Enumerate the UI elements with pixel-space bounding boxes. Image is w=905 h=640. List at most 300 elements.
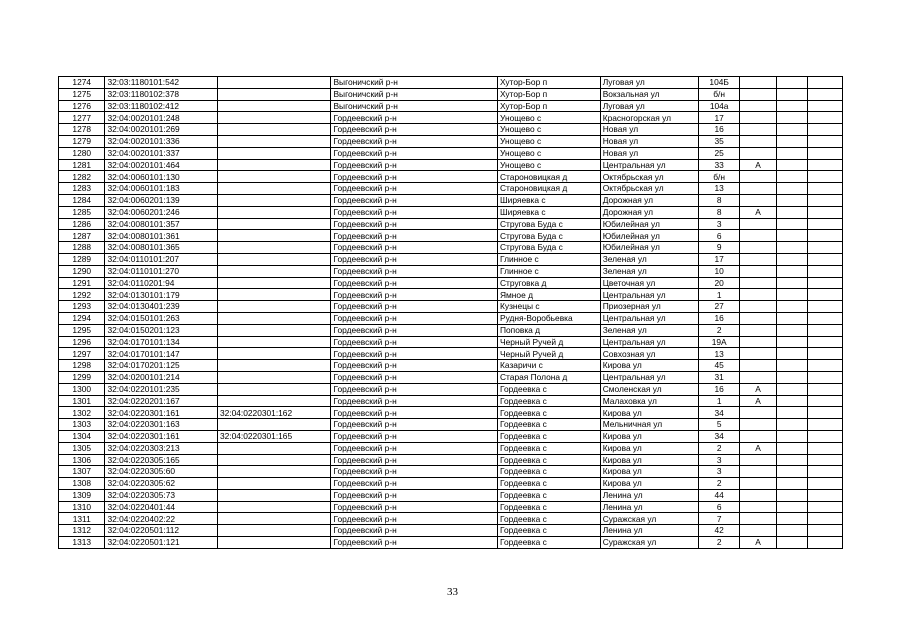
house-number-cell: 13 [699, 348, 740, 360]
cadastral-number-cell: 32:04:0220301:161 [105, 430, 217, 442]
house-number-cell: 2 [699, 537, 740, 549]
street-cell: Кирова ул [600, 430, 698, 442]
row-number-cell: 1306 [59, 454, 105, 466]
linked-cadastral-cell [217, 289, 331, 301]
extra-cell-a [776, 277, 807, 289]
cadastral-number-cell: 32:04:0080101:357 [105, 218, 217, 230]
row-number-cell: 1298 [59, 360, 105, 372]
extra-cell-b [808, 395, 843, 407]
house-number-cell: 34 [699, 430, 740, 442]
linked-cadastral-cell [217, 100, 331, 112]
settlement-cell: Ширяевка с [498, 194, 601, 206]
row-number-cell: 1276 [59, 100, 105, 112]
settlement-cell: Старая Полона д [498, 371, 601, 383]
house-letter-cell [740, 324, 777, 336]
row-number-cell: 1310 [59, 501, 105, 513]
row-number-cell: 1290 [59, 265, 105, 277]
house-letter-cell [740, 253, 777, 265]
extra-cell-b [808, 100, 843, 112]
settlement-cell: Гордеевка с [498, 454, 601, 466]
extra-cell-b [808, 112, 843, 124]
table-row [59, 312, 843, 324]
extra-cell-b [808, 348, 843, 360]
row-number-cell: 1288 [59, 242, 105, 254]
settlement-cell: Гордеевка с [498, 395, 601, 407]
table-row [59, 230, 843, 242]
district-cell: Гордеевский р-н [331, 466, 498, 478]
table-row [59, 135, 843, 147]
cadastral-number-cell: 32:04:0220501:112 [105, 525, 217, 537]
extra-cell-a [776, 301, 807, 313]
row-number-cell: 1287 [59, 230, 105, 242]
street-cell: Новая ул [600, 147, 698, 159]
district-cell: Гордеевский р-н [331, 525, 498, 537]
table-row [59, 289, 843, 301]
linked-cadastral-cell [217, 489, 331, 501]
house-letter-cell [740, 194, 777, 206]
table-row [59, 112, 843, 124]
extra-cell-a [776, 466, 807, 478]
house-letter-cell [740, 112, 777, 124]
house-letter-cell [740, 360, 777, 372]
linked-cadastral-cell [217, 525, 331, 537]
extra-cell-a [776, 124, 807, 136]
house-number-cell: 3 [699, 454, 740, 466]
district-cell: Гордеевский р-н [331, 171, 498, 183]
linked-cadastral-cell [217, 124, 331, 136]
district-cell: Гордеевский р-н [331, 442, 498, 454]
house-number-cell: 2 [699, 324, 740, 336]
house-letter-cell [740, 430, 777, 442]
table-row [59, 100, 843, 112]
settlement-cell: Староновицкая д [498, 171, 601, 183]
house-letter-cell [740, 100, 777, 112]
extra-cell-b [808, 419, 843, 431]
extra-cell-b [808, 442, 843, 454]
street-cell: Октябрьская ул [600, 183, 698, 195]
linked-cadastral-cell [217, 312, 331, 324]
extra-cell-b [808, 88, 843, 100]
linked-cadastral-cell [217, 419, 331, 431]
settlement-cell: Струговка д [498, 277, 601, 289]
table-row [59, 407, 843, 419]
table-row [59, 253, 843, 265]
district-cell: Гордеевский р-н [331, 312, 498, 324]
street-cell: Смоленская ул [600, 383, 698, 395]
cadastral-number-cell: 32:04:0150201:123 [105, 324, 217, 336]
row-number-cell: 1286 [59, 218, 105, 230]
house-letter-cell [740, 77, 777, 89]
house-letter-cell [740, 312, 777, 324]
cadastral-number-cell: 32:04:0220305:73 [105, 489, 217, 501]
linked-cadastral-cell [217, 242, 331, 254]
cadastral-number-cell: 32:04:0110101:270 [105, 265, 217, 277]
street-cell: Дорожная ул [600, 206, 698, 218]
page-number: 33 [447, 586, 458, 598]
settlement-cell: Поповка д [498, 324, 601, 336]
extra-cell-b [808, 147, 843, 159]
settlement-cell: Унощево с [498, 112, 601, 124]
cadastral-number-cell: 32:04:0170101:134 [105, 336, 217, 348]
street-cell: Суражская ул [600, 537, 698, 549]
house-letter-cell: А [740, 395, 777, 407]
linked-cadastral-cell [217, 183, 331, 195]
extra-cell-a [776, 442, 807, 454]
extra-cell-b [808, 336, 843, 348]
extra-cell-b [808, 360, 843, 372]
table-row [59, 430, 843, 442]
extra-cell-b [808, 242, 843, 254]
street-cell: Мельничная ул [600, 419, 698, 431]
house-number-cell: 35 [699, 135, 740, 147]
district-cell: Гордеевский р-н [331, 537, 498, 549]
extra-cell-a [776, 265, 807, 277]
row-number-cell: 1313 [59, 537, 105, 549]
house-letter-cell [740, 218, 777, 230]
extra-cell-b [808, 301, 843, 313]
extra-cell-b [808, 230, 843, 242]
district-cell: Гордеевский р-н [331, 183, 498, 195]
house-letter-cell [740, 419, 777, 431]
street-cell: Юбилейная ул [600, 230, 698, 242]
row-number-cell: 1277 [59, 112, 105, 124]
linked-cadastral-cell [217, 218, 331, 230]
cadastral-number-cell: 32:04:0220501:121 [105, 537, 217, 549]
extra-cell-a [776, 383, 807, 395]
extra-cell-a [776, 430, 807, 442]
district-cell: Гордеевский р-н [331, 124, 498, 136]
table-row [59, 183, 843, 195]
house-letter-cell [740, 454, 777, 466]
row-number-cell: 1279 [59, 135, 105, 147]
table-row [59, 171, 843, 183]
linked-cadastral-cell [217, 442, 331, 454]
extra-cell-a [776, 478, 807, 490]
row-number-cell: 1296 [59, 336, 105, 348]
row-number-cell: 1291 [59, 277, 105, 289]
district-cell: Гордеевский р-н [331, 395, 498, 407]
settlement-cell: Гордеевка с [498, 478, 601, 490]
linked-cadastral-cell [217, 112, 331, 124]
house-number-cell: 9 [699, 242, 740, 254]
extra-cell-a [776, 218, 807, 230]
district-cell: Гордеевский р-н [331, 265, 498, 277]
street-cell: Центральная ул [600, 289, 698, 301]
cadastral-number-cell: 32:04:0020101:269 [105, 124, 217, 136]
cadastral-number-cell: 32:04:0060101:183 [105, 183, 217, 195]
row-number-cell: 1278 [59, 124, 105, 136]
row-number-cell: 1311 [59, 513, 105, 525]
district-cell: Гордеевский р-н [331, 277, 498, 289]
house-number-cell: 8 [699, 206, 740, 218]
house-letter-cell [740, 407, 777, 419]
house-number-cell: 42 [699, 525, 740, 537]
cadastral-number-cell: 32:04:0020101:464 [105, 159, 217, 171]
settlement-cell: Черный Ручей д [498, 336, 601, 348]
house-number-cell: 17 [699, 253, 740, 265]
extra-cell-b [808, 135, 843, 147]
street-cell: Кирова ул [600, 407, 698, 419]
district-cell: Гордеевский р-н [331, 501, 498, 513]
district-cell: Гордеевский р-н [331, 478, 498, 490]
street-cell: Центральная ул [600, 371, 698, 383]
linked-cadastral-cell [217, 478, 331, 490]
street-cell: Цветочная ул [600, 277, 698, 289]
table-row [59, 383, 843, 395]
linked-cadastral-cell [217, 230, 331, 242]
cadastral-number-cell: 32:04:0220305:60 [105, 466, 217, 478]
street-cell: Центральная ул [600, 159, 698, 171]
table-row [59, 513, 843, 525]
street-cell: Малаховка ул [600, 395, 698, 407]
street-cell: Ленина ул [600, 525, 698, 537]
house-letter-cell [740, 336, 777, 348]
cadastral-number-cell: 32:04:0130101:179 [105, 289, 217, 301]
table-row [59, 525, 843, 537]
extra-cell-b [808, 407, 843, 419]
house-number-cell: 1 [699, 289, 740, 301]
district-cell: Выгоничский р-н [331, 100, 498, 112]
settlement-cell: Гордеевка с [498, 501, 601, 513]
house-number-cell: 17 [699, 112, 740, 124]
house-letter-cell: А [740, 159, 777, 171]
settlement-cell: Ширяевка с [498, 206, 601, 218]
settlement-cell: Гордеевка с [498, 466, 601, 478]
cadastral-number-cell: 32:04:0060101:130 [105, 171, 217, 183]
table-row [59, 147, 843, 159]
house-letter-cell [740, 135, 777, 147]
extra-cell-a [776, 489, 807, 501]
table-row [59, 442, 843, 454]
row-number-cell: 1302 [59, 407, 105, 419]
cadastral-number-cell: 32:04:0220401:44 [105, 501, 217, 513]
extra-cell-a [776, 348, 807, 360]
house-letter-cell: А [740, 442, 777, 454]
house-number-cell: б/н [699, 88, 740, 100]
district-cell: Гордеевский р-н [331, 407, 498, 419]
row-number-cell: 1295 [59, 324, 105, 336]
extra-cell-a [776, 242, 807, 254]
table-row [59, 159, 843, 171]
linked-cadastral-cell [217, 171, 331, 183]
house-letter-cell [740, 171, 777, 183]
row-number-cell: 1285 [59, 206, 105, 218]
district-cell: Гордеевский р-н [331, 489, 498, 501]
district-cell: Гордеевский р-н [331, 419, 498, 431]
house-number-cell: 16 [699, 383, 740, 395]
extra-cell-a [776, 501, 807, 513]
linked-cadastral-cell [217, 383, 331, 395]
cadastral-number-cell: 32:04:0150101:263 [105, 312, 217, 324]
street-cell: Дорожная ул [600, 194, 698, 206]
house-letter-cell [740, 147, 777, 159]
extra-cell-a [776, 513, 807, 525]
table-row [59, 265, 843, 277]
house-letter-cell [740, 371, 777, 383]
extra-cell-a [776, 324, 807, 336]
settlement-cell: Гордеевка с [498, 383, 601, 395]
house-letter-cell: А [740, 383, 777, 395]
settlement-cell: Хутор-Бор п [498, 88, 601, 100]
registry-table-body [59, 77, 843, 549]
extra-cell-b [808, 324, 843, 336]
settlement-cell: Гордеевка с [498, 525, 601, 537]
row-number-cell: 1297 [59, 348, 105, 360]
extra-cell-b [808, 218, 843, 230]
table-row [59, 371, 843, 383]
table-row [59, 206, 843, 218]
house-letter-cell [740, 501, 777, 513]
extra-cell-a [776, 100, 807, 112]
linked-cadastral-cell [217, 371, 331, 383]
cadastral-number-cell: 32:04:0020101:336 [105, 135, 217, 147]
settlement-cell: Староновицкая д [498, 183, 601, 195]
house-number-cell: 6 [699, 230, 740, 242]
street-cell: Кирова ул [600, 466, 698, 478]
settlement-cell: Гордеевка с [498, 513, 601, 525]
district-cell: Гордеевский р-н [331, 430, 498, 442]
house-number-cell: 19А [699, 336, 740, 348]
district-cell: Гордеевский р-н [331, 194, 498, 206]
extra-cell-a [776, 206, 807, 218]
extra-cell-b [808, 183, 843, 195]
district-cell: Гордеевский р-н [331, 383, 498, 395]
settlement-cell: Кузнецы с [498, 301, 601, 313]
settlement-cell: Глинное с [498, 265, 601, 277]
district-cell: Гордеевский р-н [331, 112, 498, 124]
extra-cell-a [776, 147, 807, 159]
row-number-cell: 1299 [59, 371, 105, 383]
table-row [59, 194, 843, 206]
house-letter-cell [740, 348, 777, 360]
table-row [59, 419, 843, 431]
extra-cell-a [776, 407, 807, 419]
settlement-cell: Хутор-Бор п [498, 100, 601, 112]
cadastral-number-cell: 32:04:0200101:214 [105, 371, 217, 383]
house-number-cell: 44 [699, 489, 740, 501]
house-letter-cell [740, 513, 777, 525]
row-number-cell: 1292 [59, 289, 105, 301]
row-number-cell: 1300 [59, 383, 105, 395]
house-number-cell: 13 [699, 183, 740, 195]
extra-cell-b [808, 277, 843, 289]
table-row [59, 466, 843, 478]
row-number-cell: 1282 [59, 171, 105, 183]
house-number-cell: 3 [699, 218, 740, 230]
linked-cadastral-cell [217, 336, 331, 348]
linked-cadastral-cell [217, 194, 331, 206]
table-row [59, 88, 843, 100]
house-number-cell: 45 [699, 360, 740, 372]
extra-cell-a [776, 253, 807, 265]
cadastral-number-cell: 32:04:0220305:62 [105, 478, 217, 490]
table-row [59, 537, 843, 549]
house-letter-cell [740, 289, 777, 301]
district-cell: Гордеевский р-н [331, 206, 498, 218]
street-cell: Новая ул [600, 124, 698, 136]
linked-cadastral-cell [217, 537, 331, 549]
linked-cadastral-cell [217, 88, 331, 100]
house-number-cell: 16 [699, 124, 740, 136]
settlement-cell: Стругова Буда с [498, 230, 601, 242]
cadastral-number-cell: 32:04:0220101:235 [105, 383, 217, 395]
settlement-cell: Гордеевка с [498, 407, 601, 419]
cadastral-number-cell: 32:03:1180102:378 [105, 88, 217, 100]
settlement-cell: Унощево с [498, 135, 601, 147]
house-letter-cell [740, 242, 777, 254]
street-cell: Красногорская ул [600, 112, 698, 124]
cadastral-number-cell: 32:04:0170101:147 [105, 348, 217, 360]
house-letter-cell [740, 525, 777, 537]
extra-cell-a [776, 135, 807, 147]
table-row [59, 501, 843, 513]
house-letter-cell [740, 466, 777, 478]
cadastral-number-cell: 32:04:0220301:161 [105, 407, 217, 419]
extra-cell-a [776, 312, 807, 324]
house-letter-cell [740, 230, 777, 242]
extra-cell-b [808, 194, 843, 206]
row-number-cell: 1281 [59, 159, 105, 171]
linked-cadastral-cell [217, 513, 331, 525]
table-row [59, 454, 843, 466]
cadastral-number-cell: 32:04:0060201:246 [105, 206, 217, 218]
district-cell: Гордеевский р-н [331, 371, 498, 383]
house-letter-cell [740, 301, 777, 313]
extra-cell-a [776, 525, 807, 537]
district-cell: Выгоничский р-н [331, 88, 498, 100]
extra-cell-a [776, 183, 807, 195]
street-cell: Совхозная ул [600, 348, 698, 360]
row-number-cell: 1308 [59, 478, 105, 490]
row-number-cell: 1289 [59, 253, 105, 265]
street-cell: Юбилейная ул [600, 218, 698, 230]
settlement-cell: Глинное с [498, 253, 601, 265]
district-cell: Гордеевский р-н [331, 135, 498, 147]
extra-cell-a [776, 77, 807, 89]
extra-cell-a [776, 537, 807, 549]
linked-cadastral-cell [217, 159, 331, 171]
house-number-cell: 3 [699, 466, 740, 478]
settlement-cell: Гордеевка с [498, 489, 601, 501]
house-letter-cell: А [740, 206, 777, 218]
linked-cadastral-cell [217, 301, 331, 313]
linked-cadastral-cell [217, 324, 331, 336]
table-row [59, 336, 843, 348]
district-cell: Гордеевский р-н [331, 336, 498, 348]
extra-cell-a [776, 171, 807, 183]
extra-cell-b [808, 383, 843, 395]
extra-cell-a [776, 360, 807, 372]
house-number-cell: 104а [699, 100, 740, 112]
row-number-cell: 1274 [59, 77, 105, 89]
extra-cell-a [776, 454, 807, 466]
extra-cell-a [776, 336, 807, 348]
street-cell: Луговая ул [600, 77, 698, 89]
district-cell: Гордеевский р-н [331, 360, 498, 372]
extra-cell-a [776, 230, 807, 242]
cadastral-number-cell: 32:04:0020101:337 [105, 147, 217, 159]
table-row [59, 324, 843, 336]
linked-cadastral-cell [217, 348, 331, 360]
row-number-cell: 1293 [59, 301, 105, 313]
street-cell: Кирова ул [600, 442, 698, 454]
settlement-cell: Ямное д [498, 289, 601, 301]
settlement-cell: Гордеевка с [498, 430, 601, 442]
linked-cadastral-cell [217, 454, 331, 466]
house-number-cell: 16 [699, 312, 740, 324]
house-number-cell: 6 [699, 501, 740, 513]
house-letter-cell [740, 277, 777, 289]
